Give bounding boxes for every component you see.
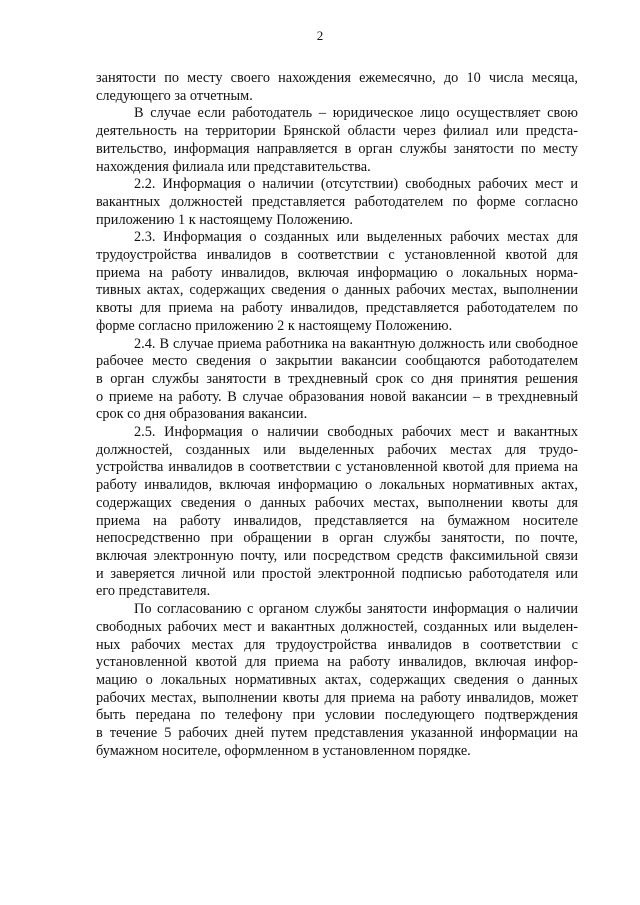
paragraph bbox=[96, 176, 578, 229]
text-line: работу инвалидов, включая информацию о локальных нормативных актах, bbox=[96, 477, 578, 494]
text-line: форме согласно приложению 2 к настоящему Положению. bbox=[96, 317, 453, 334]
text-line: трудоустройства инвалидов в соответствии с установленной квотой для bbox=[96, 247, 578, 264]
text-line: непосредственно при обращении в орган службы занятости, по почте, bbox=[96, 530, 578, 547]
text-line: 2.5. Информация о наличии свободных рабочих мест и вакантных bbox=[134, 424, 578, 441]
text-line: 2.3. Информация о созданных или выделенных рабочих местах для bbox=[134, 229, 578, 246]
text-line: и заверяется личной или простой электронной подписью работодателя или bbox=[96, 565, 578, 582]
text-line: 2.2. Информация о наличии (отсутствии) свободных рабочих мест и bbox=[134, 176, 578, 193]
text-line: устройства инвалидов в соответствии с установленной квотой для приема на bbox=[96, 459, 578, 476]
text-line: 2.4. В случае приема работника на вакантную должность или свободное bbox=[134, 335, 578, 352]
page-number: 2 bbox=[316, 28, 324, 43]
text-line: следующего за отчетным. bbox=[96, 87, 253, 104]
text-line: нахождения филиала или представительства. bbox=[96, 158, 371, 175]
text-line: рабочее место сведения о закрытии вакансии сообщаются работодателем bbox=[96, 353, 578, 370]
text-line: должностей, созданных или выделенных рабочих местах для трудо- bbox=[96, 441, 578, 458]
paragraph bbox=[96, 105, 578, 176]
text-line: свободных рабочих мест и вакантных должностей, созданных или выделен- bbox=[96, 618, 578, 635]
text-line: его представителя. bbox=[96, 583, 211, 600]
text-line: приема на работу инвалидов, включая информацию о локальных норма- bbox=[96, 264, 578, 281]
text-line: включая электронную почту, или посредством средств факсимильной связи bbox=[96, 547, 578, 564]
paragraph bbox=[96, 229, 578, 335]
text-line: деятельность на территории Брянской области через филиал или предста- bbox=[96, 123, 578, 140]
text-line: занятости по месту своего нахождения ежемесячно, до 10 числа месяца, bbox=[96, 70, 578, 86]
text-line: квоты для приема на работу инвалидов, представляется работодателем по bbox=[96, 300, 578, 317]
text-line: содержащих сведения о данных рабочих местах, выполнении квоты для bbox=[96, 494, 578, 511]
text-line: бумажном носителе, оформленном в установленном порядке. bbox=[96, 742, 471, 759]
paragraph bbox=[96, 336, 578, 425]
text-line: приложению 1 к настоящему Положению. bbox=[96, 211, 353, 228]
text-line: установленной квотой для приема на работу инвалидов, включая инфор- bbox=[96, 654, 578, 671]
text-line: вакантных должностей представляется работодателем по форме согласно bbox=[96, 193, 578, 210]
paragraph bbox=[96, 601, 578, 760]
text-line: мацию о локальных нормативных актах, содержащих сведения о данных bbox=[96, 671, 578, 688]
text-line: вительство, информация направляется в орган службы занятости по месту bbox=[96, 140, 578, 157]
paragraph bbox=[96, 424, 578, 601]
paragraph bbox=[96, 70, 578, 105]
text-line: в орган службы занятости в трехдневный срок со дня принятия решения bbox=[96, 370, 578, 387]
text-line: ных рабочих местах для трудоустройства инвалидов в соответствии с bbox=[96, 636, 578, 653]
text-line: По согласованию с органом службы занятости информация о наличии bbox=[134, 601, 578, 618]
text-line: срок со дня образования вакансии. bbox=[96, 406, 308, 423]
text-line: приема на работу инвалидов, представляется на бумажном носителе bbox=[96, 512, 578, 529]
text-line: тивных актах, содержащих сведения о данных рабочих местах, выполнении bbox=[96, 282, 578, 299]
document-body bbox=[96, 70, 578, 760]
text-line: в течение 5 рабочих дней путем представления указанной информации на bbox=[96, 725, 578, 742]
text-line: о приеме на работу. В случае образования новой вакансии – в трехдневный bbox=[96, 388, 578, 405]
text-line: рабочих местах, выполнении квоты для приема на работу инвалидов, может bbox=[96, 689, 578, 706]
text-line: В случае если работодатель – юридическое лицо осуществляет свою bbox=[134, 105, 578, 122]
text-line: быть передана по телефону при условии последующего подтверждения bbox=[96, 707, 578, 724]
